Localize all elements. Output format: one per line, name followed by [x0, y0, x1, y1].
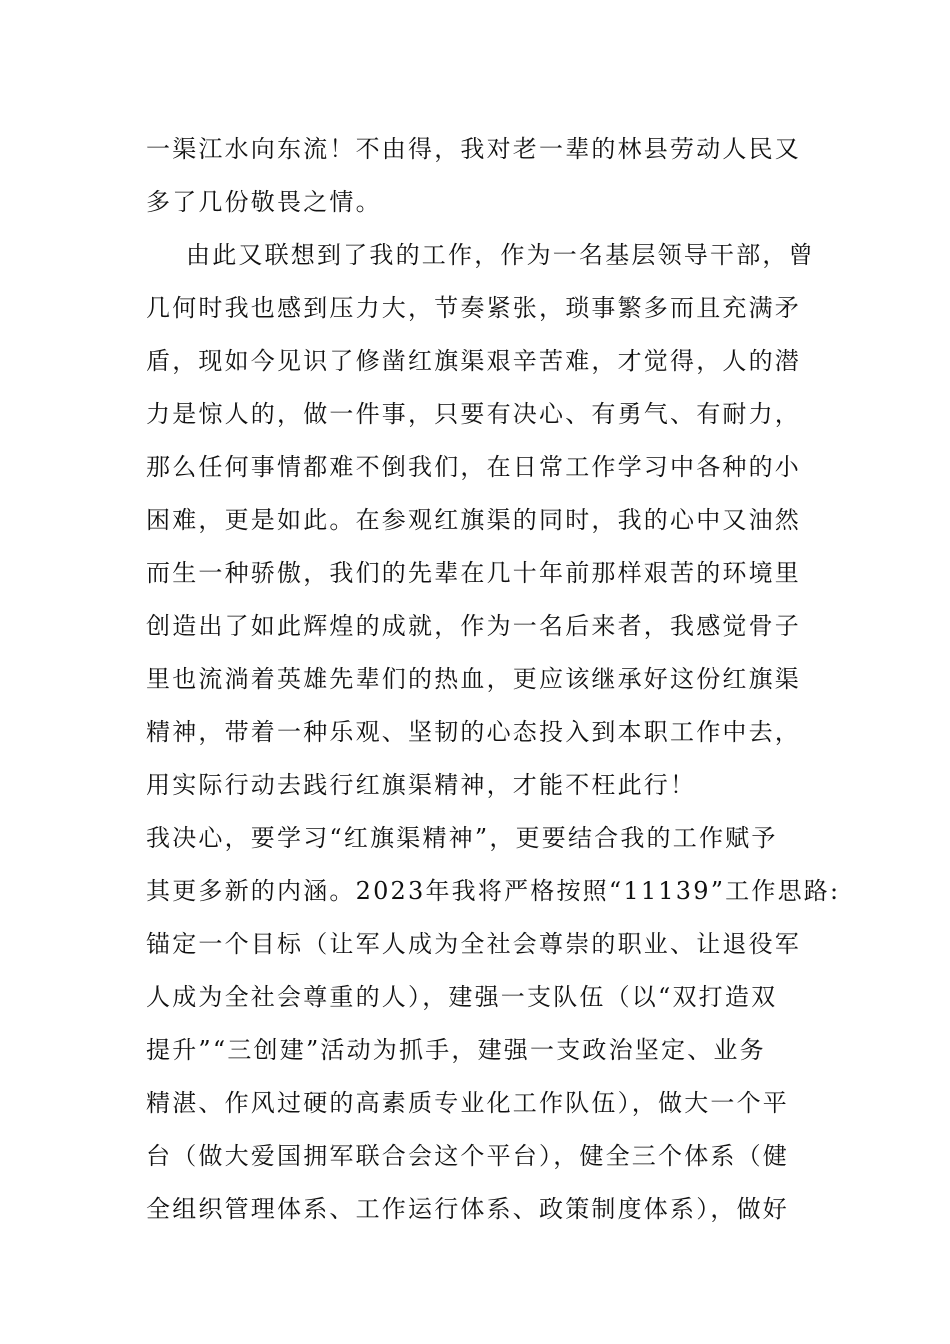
paragraph-line: 力是惊人的，做一件事，只要有决心、有勇气、有耐力，	[146, 400, 801, 428]
paragraph-line: 台（做大爱国拥军联合会这个平台），健全三个体系（健	[146, 1142, 789, 1170]
paragraph-line: 锚定一个目标（让军人成为全社会尊崇的职业、让退役军	[146, 930, 801, 958]
paragraph-line: 而生一种骄傲，我们的先辈在几十年前那样艰苦的环境里	[146, 559, 801, 587]
paragraph-line: 盾，现如今见识了修凿红旗渠艰辛苦难，才觉得，人的潜	[146, 347, 801, 375]
paragraph-line: 精神，带着一种乐观、坚韧的心态投入到本职工作中去，	[146, 718, 801, 746]
paragraph-line: 人成为全社会尊重的人），建强一支队伍（以“双打造双	[146, 983, 778, 1011]
paragraph-line: 多了几份敬畏之情。	[146, 188, 382, 216]
paragraph-line: 那么任何事情都难不倒我们，在日常工作学习中各种的小	[146, 453, 801, 481]
paragraph-line: 全组织管理体系、工作运行体系、政策制度体系），做好	[146, 1195, 789, 1223]
paragraph-line: 我决心，要学习“红旗渠精神”，更要结合我的工作赋予	[146, 824, 778, 852]
paragraph-line: 困难，更是如此。在参观红旗渠的同时，我的心中又油然	[146, 506, 801, 534]
paragraph-line: 一渠江水向东流！不由得，我对老一辈的林县劳动人民又	[146, 135, 801, 163]
paragraph-line: 精湛、作风过硬的高素质专业化工作队伍），做大一个平	[146, 1089, 789, 1117]
paragraph-line: 其更多新的内涵。2023年我将严格按照“11139”工作思路:	[146, 877, 841, 905]
paragraph-line: 创造出了如此辉煌的成就，作为一名后来者，我感觉骨子	[146, 612, 801, 640]
paragraph-line: 几何时我也感到压力大，节奏紧张，琐事繁多而且充满矛	[146, 294, 801, 322]
paragraph-line: 里也流淌着英雄先辈们的热血，更应该继承好这份红旗渠	[146, 665, 801, 693]
paragraph-line: 用实际行动去践行红旗渠精神，才能不枉此行！	[146, 771, 697, 799]
paragraph-line: 提升”“三创建”活动为抓手，建强一支政治坚定、业务	[146, 1036, 766, 1064]
paragraph-line: 由此又联想到了我的工作，作为一名基层领导干部，曾	[186, 241, 815, 269]
